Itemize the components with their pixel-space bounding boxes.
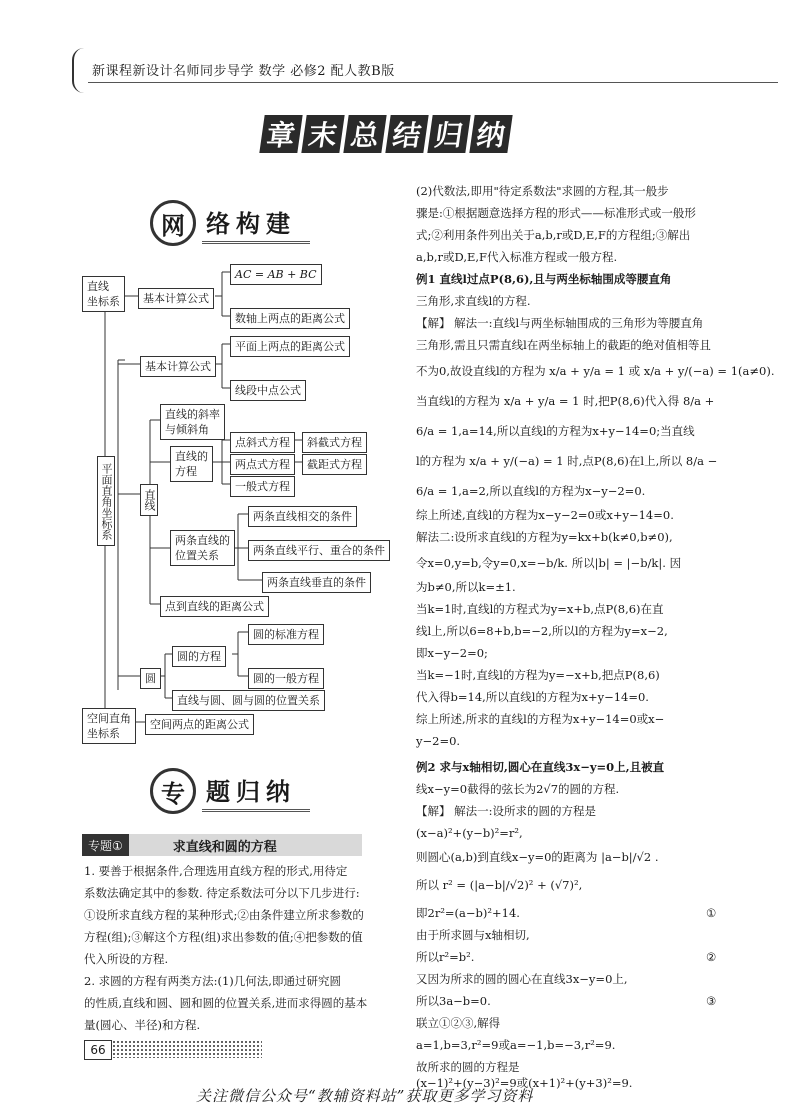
right-line: 又因为所求的圆的圆心在直线3x−y=0上, <box>416 972 628 986</box>
title-char: 总 <box>343 115 386 153</box>
node-line: 直线 <box>140 484 158 516</box>
node-line-coordinate: 直线 坐标系 <box>82 276 125 312</box>
equation-marker: ② <box>706 950 717 964</box>
node-position-relation: 直线与圆、圆与圆的位置关系 <box>172 690 325 711</box>
node-circle-standard: 圆的标准方程 <box>248 624 324 645</box>
right-line: 令x=0,y=b,令y=0,x=−b/k. 所以|b| = |−b/k|. 因 <box>416 556 682 570</box>
title-char: 纳 <box>469 115 512 153</box>
right-line: 为b≠0,所以k=±1. <box>416 580 516 594</box>
right-line: 当k=1时,直线l的方程式为y=x+b,点P(8,6)在直 <box>416 602 664 616</box>
topic-bar <box>82 834 362 856</box>
left-line: ①设所求直线方程的某种形式;②由条件建立所求参数的 <box>84 908 364 922</box>
right-line: 骤是:①根据题意选择方程的形式——标准形式或一般形 <box>416 206 696 220</box>
right-line: 6/a = 1,a=14,所以直线l的方程为x+y−14=0;当直线 <box>416 424 695 438</box>
node-point-slope: 点斜式方程 <box>230 432 295 453</box>
node-midpoint: 线段中点公式 <box>230 380 306 401</box>
right-line: 三角形,求直线l的方程. <box>416 294 531 308</box>
right-line: (2)代数法,即用"待定系数法"求圆的方程,其一般步 <box>416 184 669 198</box>
right-line: (x−1)²+(y−3)²=9或(x+1)²+(y+3)²=9. <box>416 1076 633 1090</box>
node-line-relation: 两条直线的 位置关系 <box>170 530 235 566</box>
right-line: y−2=0. <box>416 734 461 748</box>
node-general-form: 一般式方程 <box>230 476 295 497</box>
example-1-title: 例1 直线l过点P(8,6),且与两坐标轴围成等腰直角 <box>416 272 672 286</box>
right-line: 即2r²=(a−b)²+14. <box>416 906 520 920</box>
equation-marker: ① <box>706 906 717 920</box>
node-intersect-condition: 两条直线相交的条件 <box>248 506 357 527</box>
node-space-coordinate: 空间直角 坐标系 <box>82 708 136 744</box>
right-line: 三角形,需且只需直线l在两坐标轴上的截距的绝对值相等且 <box>416 338 711 352</box>
right-line: 综上所述,所求的直线l的方程为x+y−14=0或x− <box>416 712 665 726</box>
left-line: 1. 要善于根据条件,合理选用直线方程的形式,用待定 <box>84 864 348 878</box>
right-line: 当k=−1时,直线l的方程为y=−x+b,把点P(8,6) <box>416 668 660 682</box>
right-line: 当直线l的方程为 x/a + y/a = 1 时,把P(8,6)代入得 8/a + <box>416 394 715 408</box>
left-line: 代入所设的方程. <box>84 952 169 966</box>
topic-label: 专题① <box>82 834 129 856</box>
node-plane-distance: 平面上两点的距离公式 <box>230 336 350 357</box>
right-line: 【解】 解法一:设所求的圆的方程是 <box>416 804 597 818</box>
right-line: 6/a = 1,a=2,所以直线l的方程为x−y−2=0. <box>416 484 646 498</box>
footer-note: 关注微信公众号“教辅资料站”获取更多学习资料 <box>196 1087 534 1105</box>
node-intercept: 截距式方程 <box>302 454 367 475</box>
right-line: 所以3a−b=0. <box>416 994 491 1008</box>
right-line: 所以r²=b². <box>416 950 475 964</box>
left-line: 2. 求圆的方程有两类方法:(1)几何法,即通过研究圆 <box>84 974 341 988</box>
node-circle-equation: 圆的方程 <box>172 646 226 667</box>
node-circle: 圆 <box>140 668 161 689</box>
left-line: 量(圆心、半径)和方程. <box>84 1018 201 1032</box>
section-heading-topics <box>150 768 310 814</box>
title-char: 章 <box>259 115 302 153</box>
node-space-distance: 空间两点的距离公式 <box>145 714 254 735</box>
right-line: 综上所述,直线l的方程为x−y−2=0或x+y−14=0. <box>416 508 674 522</box>
right-line: 则圆心(a,b)到直线x−y=0的距离为 |a−b|/√2 . <box>416 850 659 864</box>
node-slope: 直线的斜率 与倾斜角 <box>160 404 225 440</box>
node-perpendicular-condition: 两条直线垂直的条件 <box>262 572 371 593</box>
right-line: a,b,r或D,E,F代入标准方程或一般方程. <box>416 250 618 264</box>
right-line: 即x−y−2=0; <box>416 646 488 660</box>
right-line: 由于所求圆与x轴相切, <box>416 928 530 942</box>
topic-title: 求直线和圆的方程 <box>172 839 277 855</box>
node-line-equation: 直线的 方程 <box>170 446 213 482</box>
right-line: 所以 r² = (|a−b|/√2)² + (√7)², <box>416 878 583 892</box>
node-two-point: 两点式方程 <box>230 454 295 475</box>
right-line: 故所求的圆的方程是 <box>416 1060 520 1074</box>
node-circle-general: 圆的一般方程 <box>248 668 324 689</box>
right-line: 联立①②③,解得 <box>416 1016 501 1030</box>
example-2-title: 例2 求与x轴相切,圆心在直线3x−y=0上,且被直 <box>416 760 665 774</box>
right-line: 线l上,所以6=8+b,b=−2,所以l的方程为y=x−2, <box>416 624 668 638</box>
section-title: 络构建 <box>202 202 310 244</box>
right-line: 式;②利用条件列出关于a,b,r或D,E,F的方程组;③解出 <box>416 228 691 242</box>
title-char: 结 <box>385 115 428 153</box>
right-line: l的方程为 x/a + y/(−a) = 1 时,点P(8,6)在l上,所以 8/a − <box>416 454 718 468</box>
right-line: 【解】 解法一:直线l与两坐标轴围成的三角形为等腰直角 <box>416 316 704 330</box>
page-dot-pattern <box>112 1040 262 1058</box>
node-point-line-distance: 点到直线的距离公式 <box>160 596 269 617</box>
left-line: 系数法确定其中的参数. 待定系数法可分以下几步进行: <box>84 886 360 900</box>
right-line: 代入得b=14,所以直线l的方程为x+y−14=0. <box>416 690 649 704</box>
page-number: 66 <box>84 1040 112 1060</box>
equation-marker: ③ <box>706 994 717 1008</box>
section-icon: 网 <box>150 200 196 246</box>
node-slope-intercept: 斜截式方程 <box>302 432 367 453</box>
node-ac-ab-bc: AC = AB + BC <box>230 264 322 285</box>
right-line: 线x−y=0截得的弦长为2√7的圆的方程. <box>416 782 620 796</box>
left-line: 的性质,直线和圆、圆和圆的位置关系,进而求得圆的基本 <box>84 996 368 1010</box>
section-title: 题归纳 <box>202 770 310 812</box>
running-header: 新课程新设计名师同步导学 数学 必修2 配人教B版 <box>92 64 395 79</box>
node-basic-formula-1: 基本计算公式 <box>138 288 214 309</box>
right-line: a=1,b=3,r²=9或a=−1,b=−3,r²=9. <box>416 1038 616 1052</box>
left-line: 方程(组);③解这个方程(组)求出参数的值;④把参数的值 <box>84 930 363 944</box>
title-char: 归 <box>427 115 470 153</box>
node-parallel-condition: 两条直线平行、重合的条件 <box>248 540 390 561</box>
section-icon: 专 <box>150 768 196 814</box>
node-basic-formula-2: 基本计算公式 <box>140 356 216 377</box>
node-plane-cartesian: 平面直角坐标系 <box>97 456 115 546</box>
right-line: 不为0,故设直线l的方程为 x/a + y/a = 1 或 x/a + y/(−a) = 1(a≠0). <box>416 364 775 378</box>
right-line: 解法二:设所求直线l的方程为y=kx+b(k≠0,b≠0), <box>416 530 673 544</box>
node-axis-distance: 数轴上两点的距离公式 <box>230 308 350 329</box>
title-char: 末 <box>301 115 344 153</box>
right-line: (x−a)²+(y−b)²=r², <box>416 826 523 840</box>
